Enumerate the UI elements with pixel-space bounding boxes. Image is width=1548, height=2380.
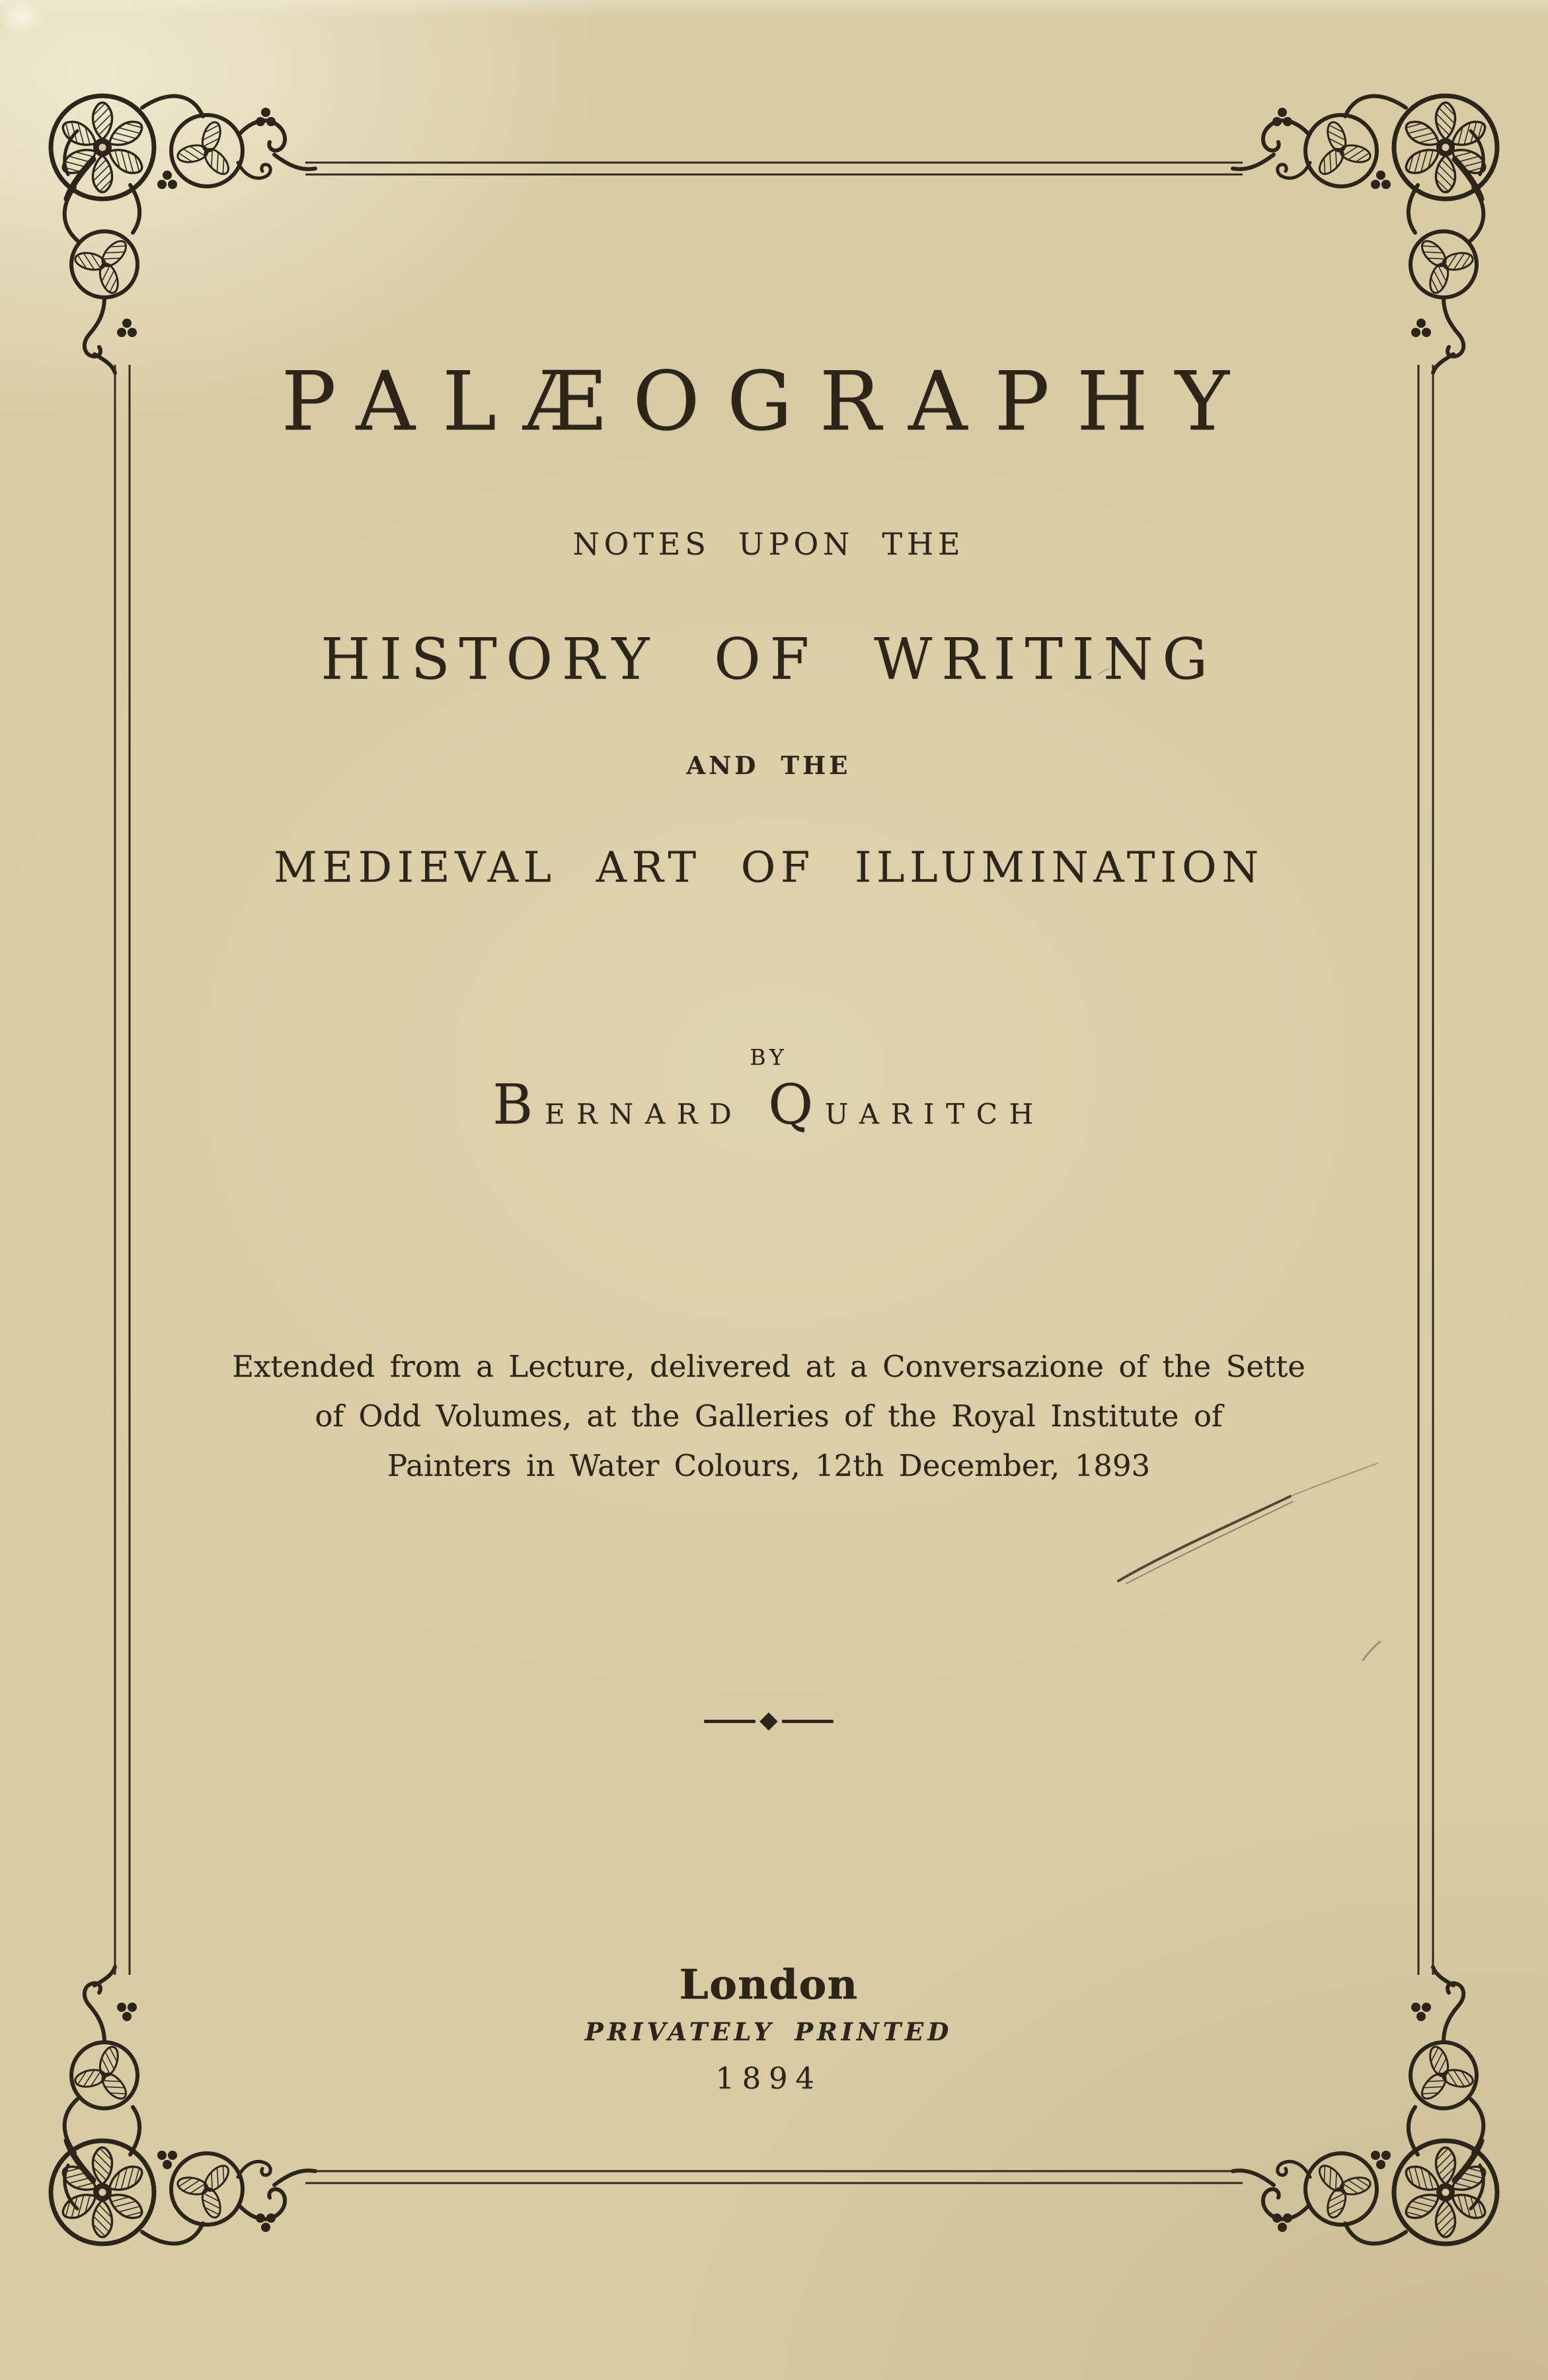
subtitle-medieval-art: MEDIEVAL ART OF ILLUMINATION — [274, 843, 1264, 892]
lecture-note-line: Extended from a Lecture, delivered at a Conversazione of the Sette — [232, 1349, 1305, 1384]
subtitle-history-of-writing: HISTORY OF WRITING — [321, 627, 1217, 693]
subtitle-notes-upon-the: NOTES UPON THE — [572, 526, 965, 562]
imprint-city: London — [679, 1960, 859, 2009]
diamond-icon: ◆ — [759, 1707, 778, 1734]
lecture-note — [0, 1342, 1543, 1490]
diamond-rule-divider — [0, 1709, 1543, 1733]
author-first-rest: ERNARD — [544, 1098, 744, 1130]
book-title: PALÆOGRAPHY — [281, 354, 1257, 449]
byline-label: BY — [750, 1044, 788, 1070]
lecture-note-line: Painters in Water Colours, 12th December, 1893 — [387, 1448, 1151, 1483]
author-first-initial: B — [492, 1073, 545, 1137]
author-last-rest: UARITCH — [824, 1098, 1045, 1130]
imprint-publisher: PRIVATELY PRINTED — [584, 2017, 953, 2046]
divider-rule-left — [704, 1720, 755, 1723]
imprint-year: 1894 — [715, 2061, 822, 2096]
lecture-note-line: of Odd Volumes, at the Galleries of the Royal Institute of — [315, 1399, 1223, 1434]
divider-rule-right — [782, 1720, 833, 1723]
author-name — [0, 1073, 1543, 1141]
subtitle-and-the: AND THE — [686, 751, 851, 780]
author-last-initial: Q — [768, 1073, 825, 1137]
author-first-name — [492, 1073, 744, 1137]
author-last-name — [768, 1073, 1045, 1137]
